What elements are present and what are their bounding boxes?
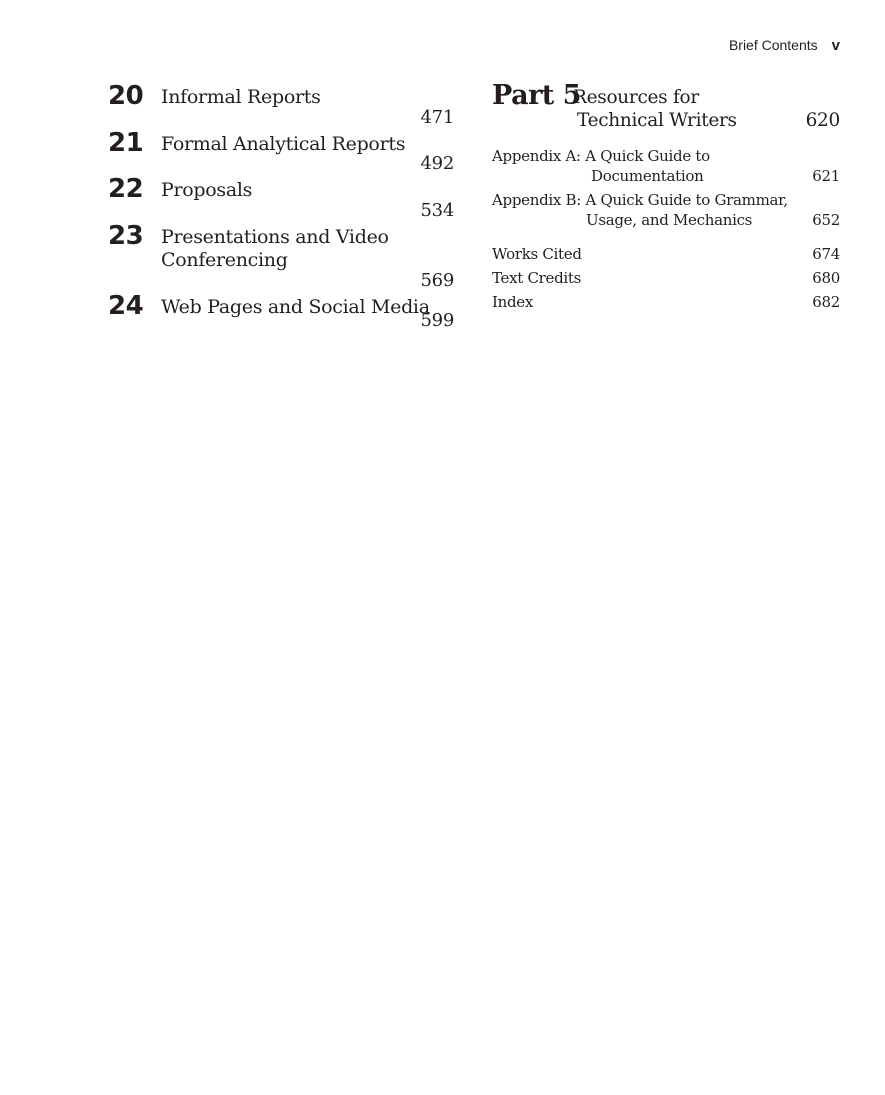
back-matter-title: Works Cited <box>492 245 582 263</box>
chapter-title: Proposals <box>161 179 253 201</box>
chapter-page-number: 599 <box>420 310 454 331</box>
chapter-page-number: 569 <box>420 270 454 291</box>
chapter-title <box>161 222 416 272</box>
chapter-title: Formal Analytical Reports <box>161 133 406 155</box>
part-page-number: 620 <box>805 110 840 131</box>
appendix-title-line: Documentation <box>591 167 704 185</box>
appendix-b-entry[interactable] <box>492 190 840 230</box>
chapter-number: 21 <box>108 128 144 158</box>
appendix-page-number: 621 <box>812 167 840 185</box>
running-head-title: Brief Contents <box>728 37 818 53</box>
back-matter-page-number: 680 <box>812 269 840 287</box>
chapter-entry-22[interactable] <box>108 175 454 222</box>
chapter-title: Informal Reports <box>161 86 321 108</box>
chapter-page-number: 471 <box>420 107 454 128</box>
appendix-title-line: Usage, and Mechanics <box>586 211 753 229</box>
part-5-section <box>492 80 840 314</box>
appendix-page-number: 652 <box>812 211 840 229</box>
back-matter-title: Index <box>492 293 534 311</box>
back-matter-page-number: 674 <box>812 245 840 263</box>
chapter-page-number: 534 <box>420 200 454 221</box>
part-title-line: Resources for <box>573 87 699 108</box>
back-matter-title: Text Credits <box>492 269 582 287</box>
running-head <box>729 37 840 54</box>
chapter-page-number: 492 <box>420 153 454 174</box>
chapter-entry-21[interactable] <box>108 129 454 175</box>
chapter-title: Web Pages and Social Media <box>161 296 430 318</box>
chapter-list <box>108 82 454 332</box>
chapter-title-line: Presentations and Video <box>161 226 389 248</box>
back-matter-entry-text-credits[interactable] <box>492 266 840 290</box>
chapter-number: 20 <box>108 81 144 111</box>
back-matter-entry-works-cited[interactable] <box>492 242 840 266</box>
part-title <box>573 86 763 132</box>
appendix-title-line: Appendix A: A Quick Guide to <box>492 147 710 165</box>
back-matter-list <box>492 242 840 314</box>
part-heading[interactable] <box>492 80 840 136</box>
chapter-entry-24[interactable] <box>108 292 454 332</box>
appendix-title-line: Appendix B: A Quick Guide to Grammar, <box>492 191 788 209</box>
chapter-title-line: Conferencing <box>161 249 288 271</box>
chapter-number: 24 <box>108 291 144 321</box>
chapter-number: 23 <box>108 221 144 251</box>
page-folio: v <box>831 37 840 54</box>
part-title-line: Technical Writers <box>577 110 737 131</box>
part-label: Part 5 <box>492 80 581 111</box>
back-matter-entry-index[interactable] <box>492 290 840 314</box>
chapter-entry-20[interactable] <box>108 82 454 129</box>
back-matter-page-number: 682 <box>812 293 840 311</box>
chapter-number: 22 <box>108 174 144 204</box>
chapter-entry-23[interactable] <box>108 222 454 292</box>
appendix-a-entry[interactable] <box>492 146 840 186</box>
